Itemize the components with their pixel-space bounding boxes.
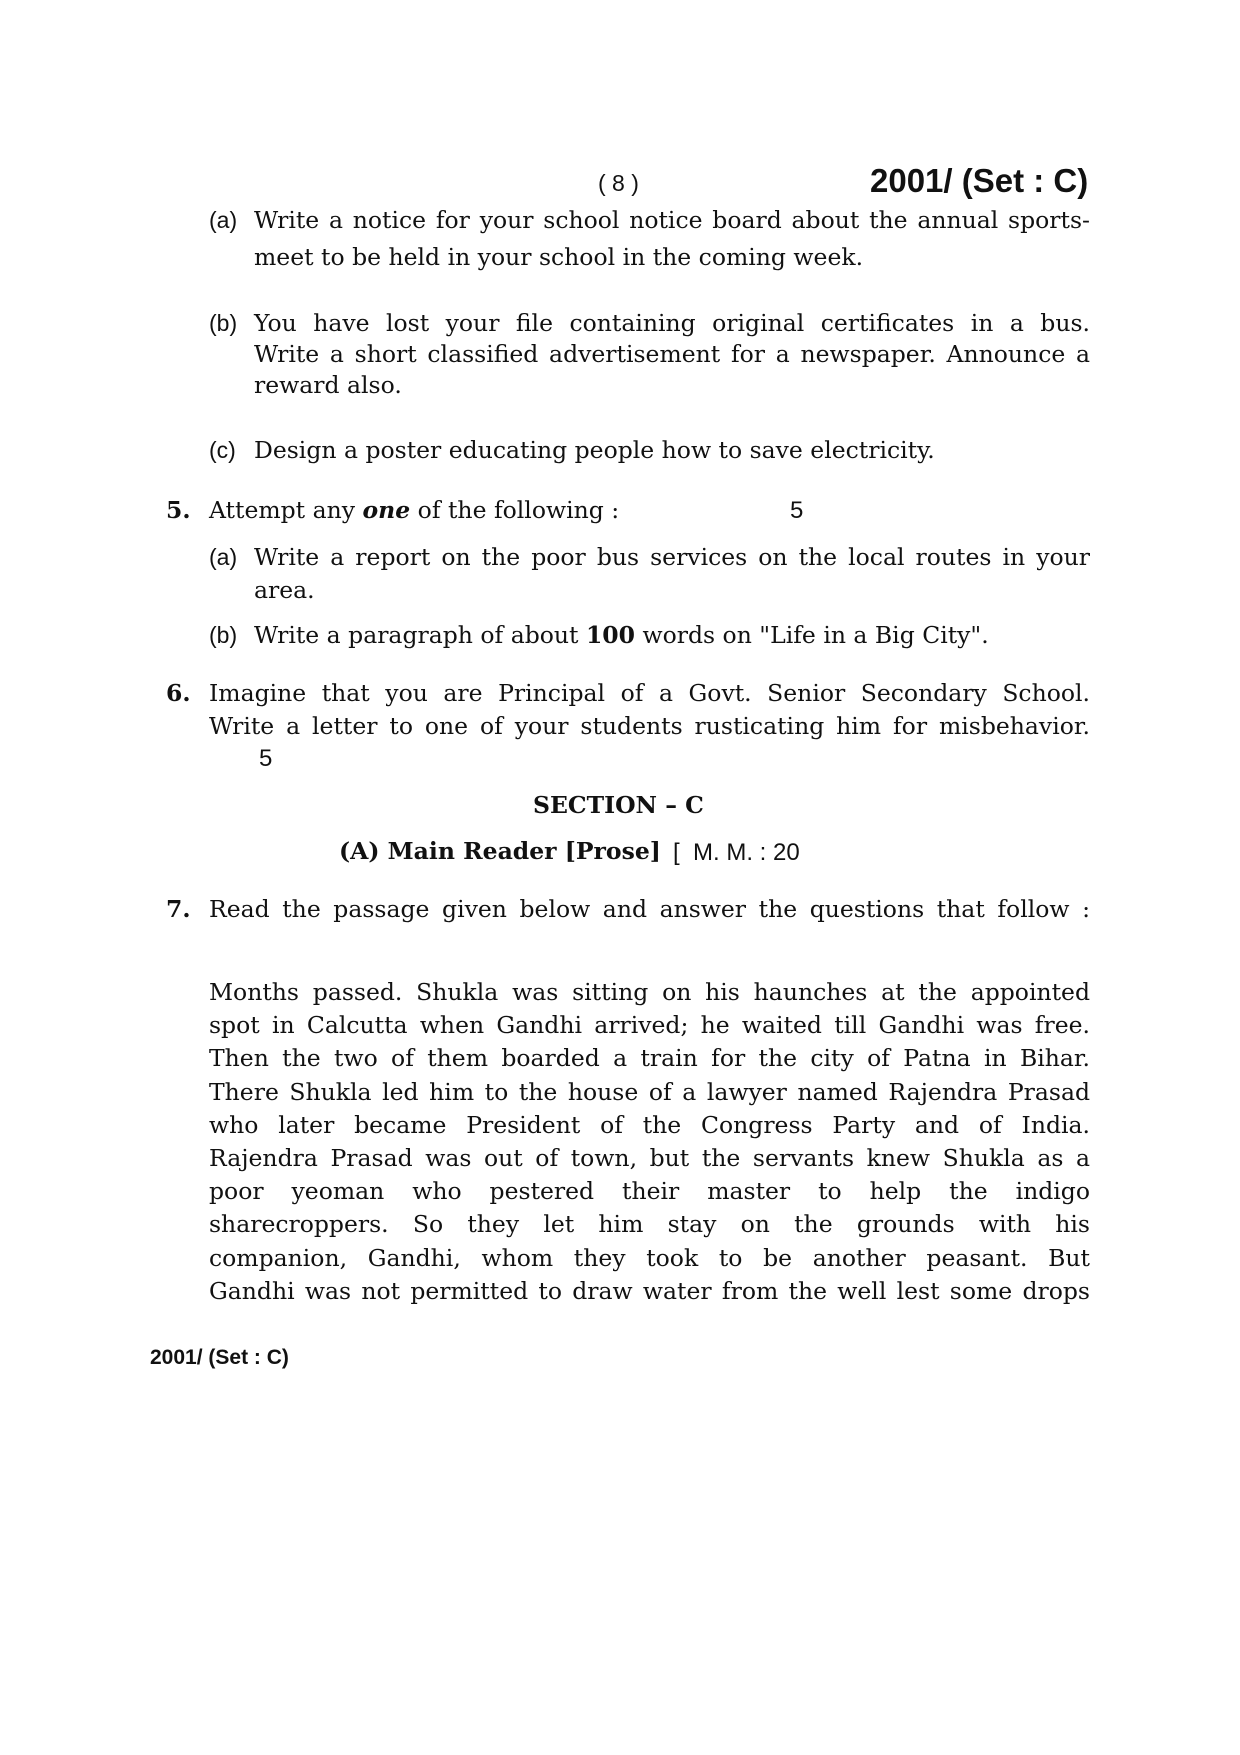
q6-number: 6. bbox=[166, 679, 191, 707]
q5-marks: 5 bbox=[790, 497, 804, 524]
q5b-text bbox=[254, 619, 1090, 652]
q4b-line-2: Write a short classified advertisement for a newspaper. Announce a bbox=[254, 340, 1090, 368]
q7-number: 7. bbox=[166, 895, 191, 923]
q4b-line-1: You have lost your file containing original certificates in a bus. bbox=[254, 309, 1090, 337]
passage-line: companion, Gandhi, whom they took to be another peasant. But bbox=[209, 1243, 1090, 1272]
passage-line: sharecroppers. So they let him stay on the grounds with his bbox=[209, 1210, 1090, 1239]
section-max-marks: [ M. M. : 20 bbox=[673, 839, 800, 866]
passage-line: Then the two of them boarded a train for the city of Patna in Bihar. bbox=[209, 1044, 1090, 1073]
q5-suffix: of the following : bbox=[410, 496, 620, 524]
set-code-header: 2001/ (Set : C) bbox=[870, 162, 1089, 199]
q5a-line-1: Write a report on the poor bus services on the local routes in your bbox=[254, 543, 1090, 571]
q5-prefix: Attempt any bbox=[209, 496, 363, 524]
q6-marks: 5 bbox=[259, 745, 273, 772]
q4a-label: (a) bbox=[209, 207, 238, 233]
passage-line: There Shukla led him to the house of a lawyer named Rajendra Prasad bbox=[209, 1077, 1090, 1106]
q4a-line-1: Write a notice for your school notice board about the annual sports- bbox=[254, 206, 1090, 234]
q5-number: 5. bbox=[166, 496, 191, 524]
passage-line: Rajendra Prasad was out of town, but the servants knew Shukla as a bbox=[209, 1144, 1090, 1173]
q5a-label: (a) bbox=[209, 544, 238, 570]
q6-line-1: Imagine that you are Principal of a Govt. Senior Secondary School. bbox=[209, 679, 1090, 707]
q5a-line-2: area. bbox=[254, 576, 315, 604]
passage-line: Gandhi was not permitted to draw water from the well lest some drops bbox=[209, 1276, 1090, 1305]
q6-line-2: Write a letter to one of your students rusticating him for misbehavior. bbox=[209, 712, 1090, 740]
q5b-label: (b) bbox=[209, 622, 238, 648]
section-subtitle: (A) Main Reader [Prose] bbox=[339, 837, 661, 865]
passage-line: spot in Calcutta when Gandhi arrived; he waited till Gandhi was free. bbox=[209, 1011, 1090, 1040]
page-number: ( 8 ) bbox=[598, 170, 639, 196]
passage-line: who later became President of the Congress Party and of India. bbox=[209, 1110, 1090, 1139]
q7-text: Read the passage given below and answer the questions that follow : bbox=[209, 895, 1090, 923]
q4a-line-2: meet to be held in your school in the coming week. bbox=[254, 243, 864, 271]
passage bbox=[209, 976, 1090, 1308]
section-title: SECTION – C bbox=[533, 791, 704, 819]
q5-emphasis: one bbox=[362, 496, 411, 524]
q5b-prefix: Write a paragraph of about bbox=[254, 621, 586, 649]
q5-text bbox=[209, 494, 619, 527]
passage-line: Months passed. Shukla was sitting on his haunches at the appointed bbox=[209, 978, 1090, 1006]
q5b-suffix: words on "Life in a Big City". bbox=[635, 621, 989, 649]
q4b-label: (b) bbox=[209, 310, 238, 336]
q4c-line-1: Design a poster educating people how to save electricity. bbox=[254, 436, 935, 464]
q4c-label: (c) bbox=[209, 437, 236, 463]
set-code-footer: 2001/ (Set : C) bbox=[150, 1346, 289, 1369]
q5b-bold-number: 100 bbox=[585, 621, 636, 649]
passage-line: poor yeoman who pestered their master to help the indigo bbox=[209, 1177, 1090, 1206]
q4b-line-3: reward also. bbox=[254, 371, 402, 399]
